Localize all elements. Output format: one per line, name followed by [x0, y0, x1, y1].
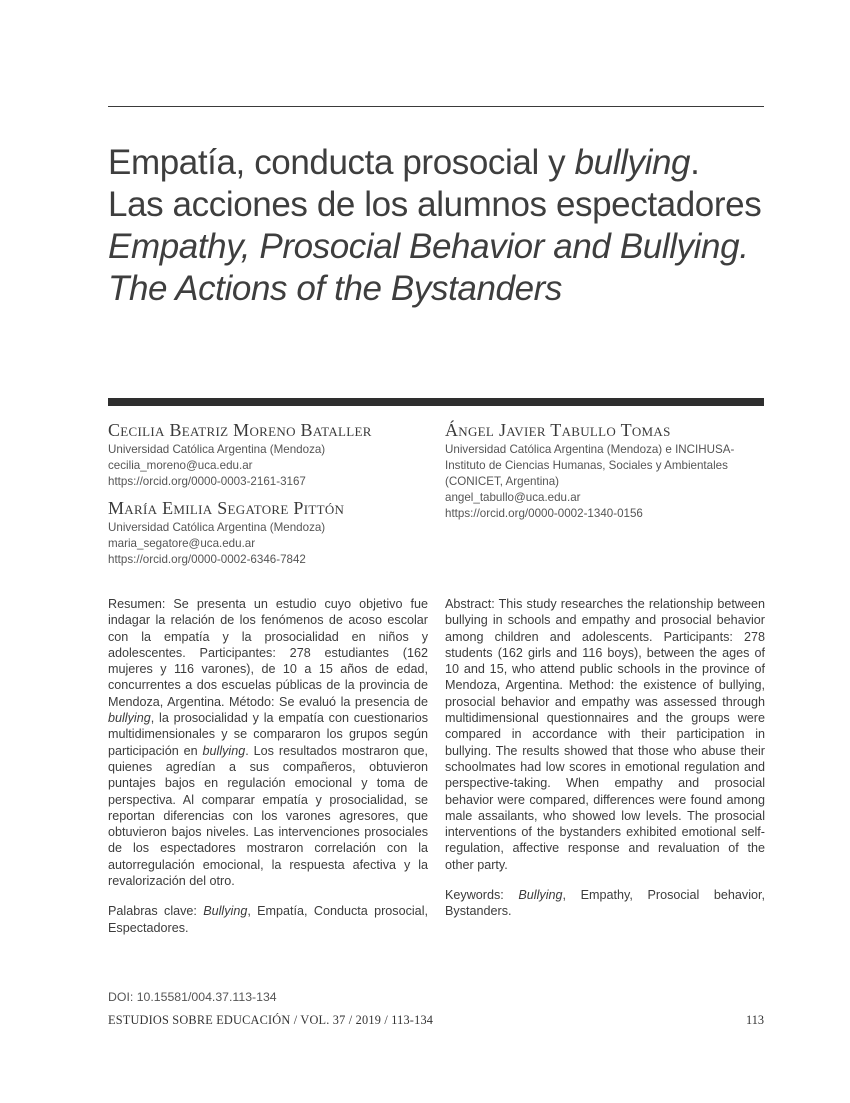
keywords-label: Keywords: [445, 888, 504, 903]
authors-right-column [445, 418, 775, 522]
top-rule [108, 106, 764, 107]
keywords-italic-term: Bullying [518, 888, 563, 903]
title-italic-term: bullying [574, 143, 691, 182]
resumen-paragraph [108, 596, 428, 889]
author-affiliation: Universidad Católica Argentina (Mendoza) [108, 521, 326, 534]
author-orcid[interactable]: https://orcid.org/0000-0002-6346-7842 [108, 553, 306, 566]
resumen-italic-term: bullying [202, 743, 246, 758]
author-name: Ángel Javier Tabullo Tomas [445, 420, 671, 440]
palabras-clave-text: , Empatía, Conducta prosocial, Espectadores. [108, 904, 428, 935]
palabras-clave-italic-term: Bullying [203, 904, 248, 919]
title-english-line-2: The Actions of the Bystanders [108, 269, 563, 308]
keywords-paragraph [445, 887, 765, 920]
title-text: Empatía, conducta prosocial y [108, 143, 575, 182]
author-affiliation-line: Instituto de Ciencias Humanas, Sociales y Ambientales [445, 459, 728, 472]
author-orcid[interactable]: https://orcid.org/0000-0002-1340-0156 [445, 507, 643, 520]
author-name: Cecilia Beatriz Moreno Bataller [108, 420, 372, 440]
authors-left-column [108, 418, 428, 568]
author-email[interactable]: maria_segatore@uca.edu.ar [108, 537, 256, 550]
title-spanish-line-2: Las acciones de los alumnos espectadores [108, 185, 762, 224]
author-block [445, 418, 775, 522]
author-name: María Emilia Segatore Pittón [108, 498, 345, 518]
palabras-clave-label: Palabras clave: [108, 904, 197, 919]
resumen-text: . Los resultados mostraron que, quienes agredían a sus compañeros, obtuvieron puntajes bajos en regulación emocional y toma de perspectiva. Al comparar empatía y prosocialidad, se reportan diferencias con los varones agresores, que obtuvieron bajos niveles. Las intervenciones prosociales de los espectadores mostraron correlación con la autorregulación emocional, la respuesta afectiva y la revalorización del otro. [108, 743, 428, 889]
page-number: 113 [746, 1013, 764, 1027]
title-punct: . [690, 143, 700, 182]
author-block [108, 496, 428, 568]
english-abstract-column [445, 596, 765, 920]
abstract-paragraph [445, 596, 765, 873]
palabras-clave-paragraph [108, 903, 428, 936]
author-affiliation: Universidad Católica Argentina (Mendoza) [108, 443, 326, 456]
resumen-label: Resumen: [108, 597, 166, 611]
journal-footer: ESTUDIOS SOBRE EDUCACIÓN / VOL. 37 / 2019 / 113-134 [108, 1013, 434, 1027]
resumen-text: Se presenta un estudio cuyo objetivo fue indagar la relación de los fenómenos de acoso escolar con la empatía y la prosocialidad en niños y adolescentes. Participantes: 278 estudiantes (162 mujeres y 116 varones), de 10 a 15 años de edad, concurrentes a dos escuelas públicas de la provincia de Mendoza, Argentina. Método: Se evaluó la presencia de [108, 597, 428, 709]
author-email[interactable]: angel_tabullo@uca.edu.ar [445, 491, 581, 504]
title-spanish-line-1 [108, 142, 764, 184]
author-email[interactable]: cecilia_moreno@uca.edu.ar [108, 459, 253, 472]
keywords-text: , Empathy, Prosocial behavior, Bystanders. [445, 888, 765, 919]
author-orcid[interactable]: https://orcid.org/0000-0003-2161-3167 [108, 475, 306, 488]
doi-line[interactable]: DOI: 10.15581/004.37.113-134 [108, 990, 277, 1004]
author-block [108, 418, 428, 490]
resumen-italic-term: bullying [108, 711, 151, 726]
spanish-abstract-column [108, 596, 428, 936]
abstract-text: This study researches the relationship between bullying in schools and empathy and prosocial behavior among children and adolescents. Participants: 278 students (162 girls and 116 boys), between the ages of 10 and 15, who attend public schools in the province of Mendoza, Argentina. Method: the existence of bullying, prosocial behavior and empathy was assessed through multidimensional questionnaires and the groups were compared in accordance with their participation in bullying. The results showed that those who abuse their schoolmates had low scores in emotional regulation and perspective-taking. When empathy and prosocial behavior were compared, differences were found among male assailants, who showed low levels. The prosocial interventions of the bystanders exhibited emotional self-regulation, affective response and revaluation of the other party. [445, 597, 765, 872]
author-affiliation-line: Universidad Católica Argentina (Mendoza) e INCIHUSA- [445, 443, 735, 456]
abstract-label: Abstract: [445, 597, 495, 611]
author-affiliation-line: (CONICET, Argentina) [445, 475, 560, 488]
article-title [108, 142, 764, 310]
title-english-line-1: Empathy, Prosocial Behavior and Bullying. [108, 227, 749, 266]
section-rule [108, 398, 764, 406]
resumen-text: , la prosocialidad y la empatía con cuestionarios multidimensionales y se compararon los grupos según participación en [108, 711, 428, 758]
